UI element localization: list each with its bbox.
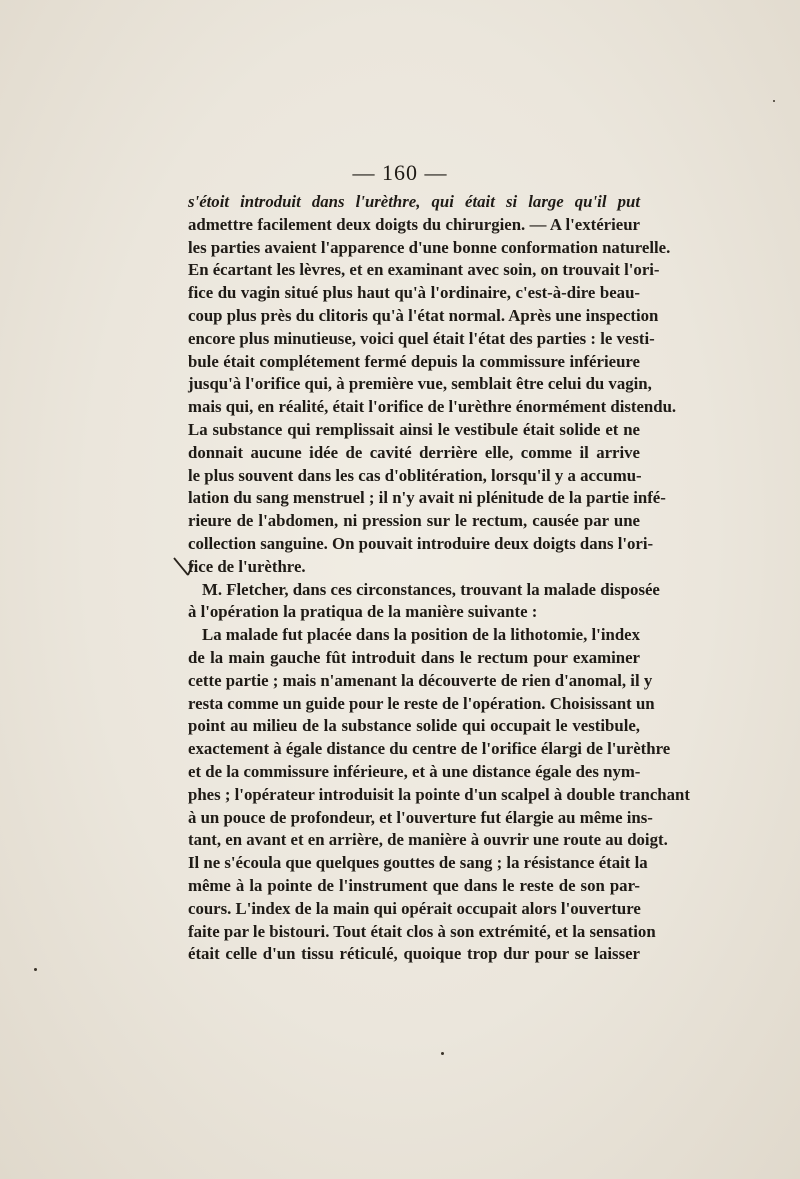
text-line: exactement à égale distance du centre de l'orifice élargi de l'urèthre	[188, 739, 671, 759]
text-line: admettre facilement deux doigts du chirurgien. — A l'extérieur	[188, 214, 640, 234]
paper-speck	[34, 968, 37, 971]
text-line: coup plus près du clitoris qu'à l'état normal. Après une inspection	[188, 305, 659, 325]
text-line: phes ; l'opérateur introduisit la pointe d'un scalpel à double tranchant	[188, 784, 690, 804]
text-line: tant, en avant et en arrière, de manière à ouvrir une route au doigt.	[188, 830, 668, 850]
text-line: cette partie ; mais n'amenant la découverte de rien d'anomal, il y	[188, 670, 653, 690]
text-line: La malade fut placée dans la position de la lithotomie, l'index	[202, 625, 640, 645]
text-line: fice de l'urèthre.	[188, 556, 306, 576]
text-line: fice du vagin situé plus haut qu'à l'ordinaire, c'est-à-dire beau-	[188, 283, 640, 303]
text-line: cours. L'index de la main qui opérait occupait alors l'ouverture	[188, 898, 641, 918]
text-line: jusqu'à l'orifice qui, à première vue, semblait être celui du vagin,	[188, 374, 652, 394]
text-line: était celle d'un tissu réticulé, quoique trop dur pour se laisser	[188, 944, 640, 964]
text-line: à un pouce de profondeur, et l'ouverture fut élargie au même ins-	[188, 807, 653, 827]
text-line: La substance qui remplissait ainsi le vestibule était solide et ne	[188, 419, 640, 439]
text-line: bule était complétement fermé depuis la commissure inférieure	[188, 351, 640, 371]
paper-speck	[773, 100, 775, 102]
paper-speck	[441, 1052, 444, 1055]
text-line: le plus souvent dans les cas d'oblitération, lorsqu'il y a accumu-	[188, 465, 642, 485]
body-text	[188, 191, 690, 966]
text-line: mais qui, en réalité, était l'orifice de l'urèthre énormément distendu.	[188, 397, 677, 417]
text-line: resta comme un guide pour le reste de l'opération. Choisissant un	[188, 693, 655, 713]
text-line: à l'opération la pratiqua de la manière suivante :	[188, 602, 538, 622]
text-line: M. Fletcher, dans ces circonstances, trouvant la malade disposée	[202, 579, 660, 599]
text-line: collection sanguine. On pouvait introduire deux doigts dans l'ori-	[188, 533, 654, 553]
text-line: et de la commissure inférieure, et à une distance égale des nym-	[188, 761, 641, 781]
text-line: faite par le bistouri. Tout était clos à son extrémité, et la sensation	[188, 921, 656, 941]
text-line: encore plus minutieuse, voici quel était l'état des parties : le vesti-	[188, 328, 655, 348]
text-line: rieure de l'abdomen, ni pression sur le rectum, causée par une	[188, 511, 640, 531]
text-line: même à la pointe de l'instrument que dans le reste de son par-	[188, 875, 640, 895]
text-line: de la main gauche fût introduit dans le rectum pour examiner	[188, 647, 640, 667]
text-line: Il ne s'écoula que quelques gouttes de sang ; la résistance était la	[188, 853, 648, 873]
page-number: — 160 —	[352, 160, 448, 185]
text-line: les parties avaient l'apparence d'une bonne conformation naturelle.	[188, 237, 671, 257]
text-line: point au milieu de la substance solide qui occupait le vestibule,	[188, 716, 640, 736]
text-line: lation du sang menstruel ; il n'y avait ni plénitude de la partie infé-	[188, 488, 666, 508]
text-line: En écartant les lèvres, et en examinant avec soin, on trouvait l'ori-	[188, 260, 660, 280]
text-line: donnait aucune idée de cavité derrière elle, comme il arrive	[188, 442, 640, 462]
text-line: s'étoit introduit dans l'urèthre, qui était si large qu'il put	[188, 192, 640, 211]
